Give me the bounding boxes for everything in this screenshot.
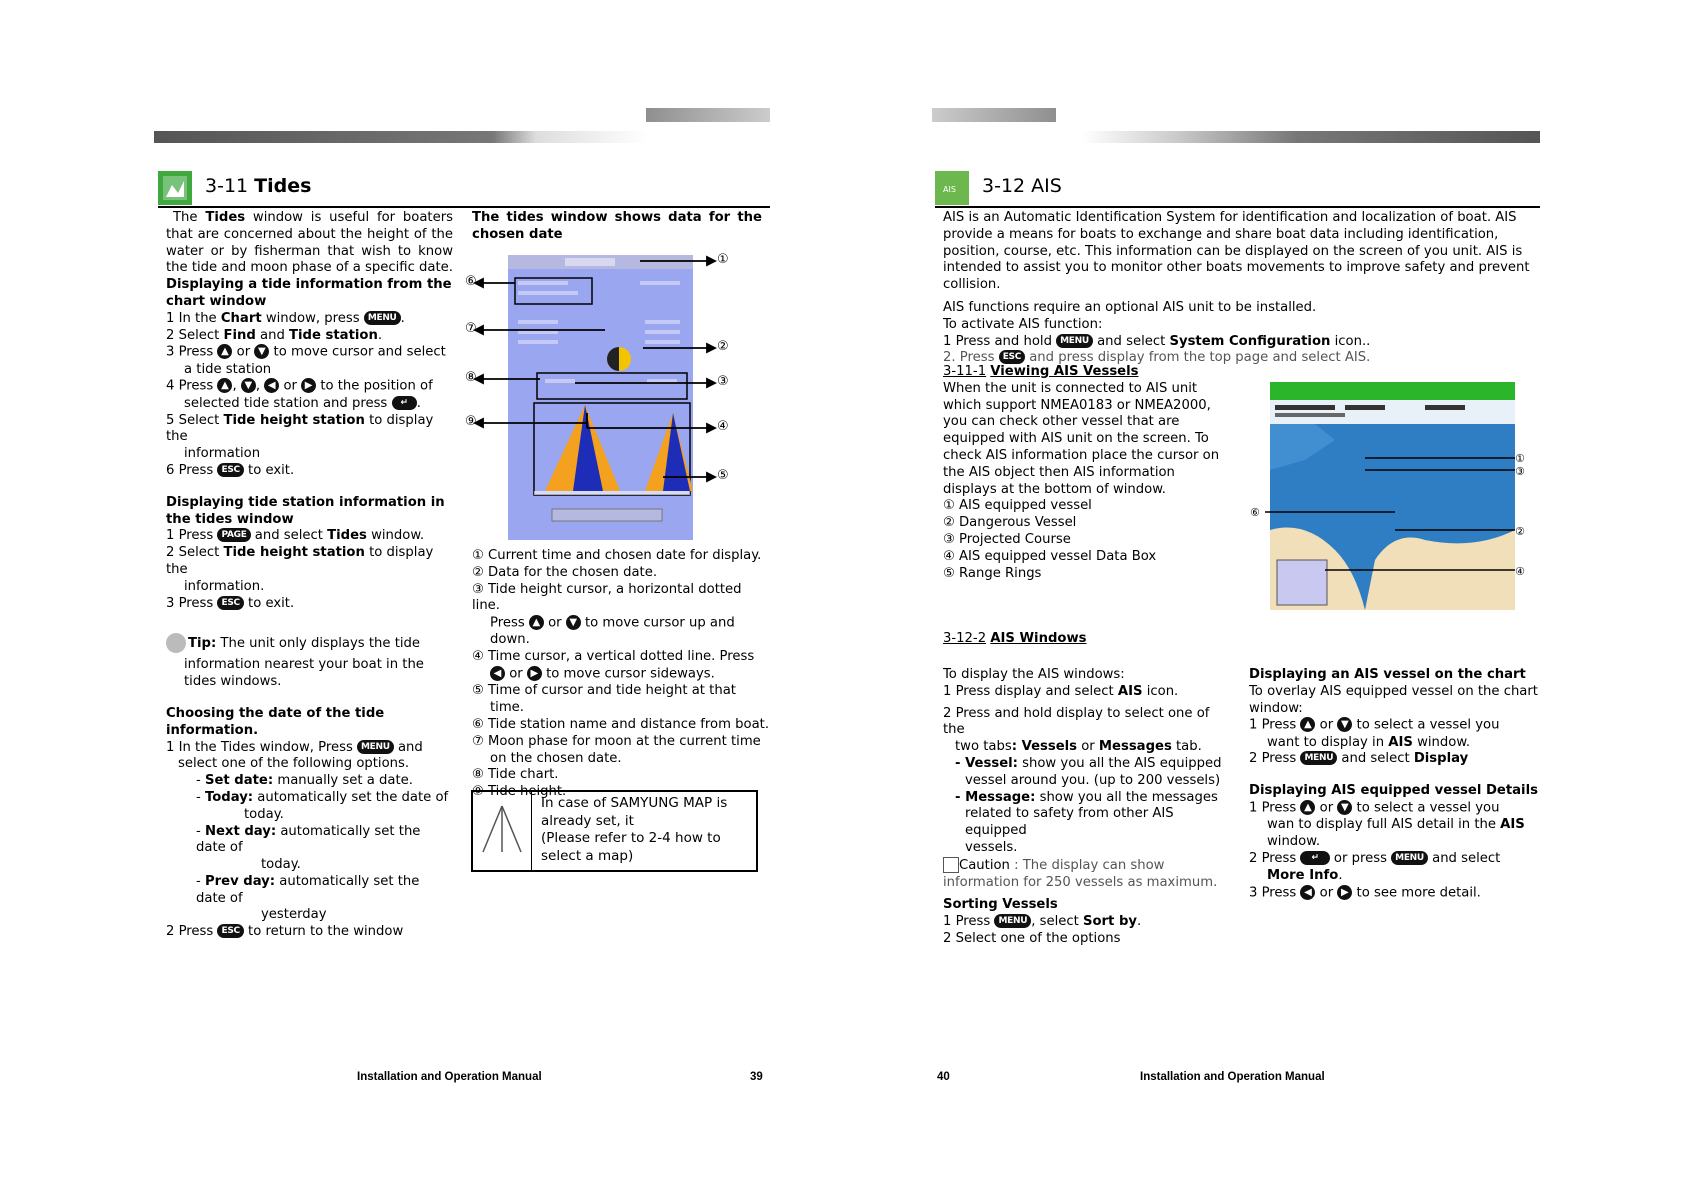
caution-note: Caution : The display can show	[943, 857, 1233, 875]
legend-item: ③ Tide height cursor, a horizontal dotted line.	[472, 581, 742, 614]
note-line: (Please refer to 2-4 how to	[541, 830, 721, 846]
ais-legend-item: ⑤ Range Rings	[943, 565, 1042, 581]
left-arrow-icon: ◀	[490, 666, 505, 681]
left-page-number: 39	[750, 1071, 763, 1083]
ais-section-title: 3-12 AIS	[982, 175, 1062, 197]
callout-7: ⑦	[465, 321, 477, 336]
right-arrow-icon: ▶	[301, 378, 316, 393]
ais-windows-column-1	[943, 667, 1233, 948]
tides-heading-date: Choosing the date of the tide information.	[166, 705, 385, 738]
sorting-step-2: 2 Select one of the options	[943, 930, 1121, 946]
tides-col2-heading: The tides window shows data for the chosen date	[472, 210, 762, 242]
step-6: 6 Press ESC to exit.	[166, 462, 295, 478]
ais-screen-figure	[1245, 380, 1530, 612]
warning-icon	[473, 792, 532, 870]
tides-heading-window: Displaying tide station information in the tides window	[166, 494, 445, 527]
svg-text:③: ③	[1515, 465, 1525, 478]
details-step-1-cont: wan to display full AIS detail in the AIS	[1267, 817, 1525, 833]
ais-legend-item: ③ Projected Course	[943, 531, 1071, 547]
viewing-ais-heading: 3-11-1 Viewing AIS Vessels	[943, 364, 1139, 379]
chart-display-text: To overlay AIS equipped vessel on the chart window:	[1249, 683, 1538, 716]
callout-5: ⑤	[717, 468, 729, 483]
ais-windows-intro: To display the AIS windows:	[943, 667, 1125, 682]
legend-item: ⑤ Time of cursor and tide height at that	[472, 683, 736, 699]
ais-viewing-block	[943, 364, 1228, 582]
message-tab-desc-cont: related to safety from other AIS equipped	[965, 806, 1174, 839]
tides-win-step-1: 1 Press PAGE and select Tides window.	[166, 528, 425, 544]
legend-item: ① Current time and chosen date for display.	[472, 548, 762, 563]
option-prev-day-cont: yesterday	[261, 907, 327, 923]
down-arrow-icon: ▼	[1337, 800, 1352, 815]
tides-win-step-2: 2 Select Tide height station to display the	[166, 545, 434, 577]
down-arrow-icon: ▼	[241, 378, 256, 393]
note-line: In case of SAMYUNG MAP is	[541, 795, 728, 811]
tides-screen-svg	[465, 255, 765, 540]
tides-win-step-3: 3 Press ESC to exit.	[166, 595, 295, 611]
vessel-tab-desc: - Vessel: show you all the AIS equipped	[955, 755, 1222, 771]
up-arrow-icon: ▲	[217, 378, 232, 393]
date-step-1-cont: select one of the following options.	[178, 756, 410, 772]
tip: Tip: The unit only displays the tide	[166, 633, 453, 653]
ais-windows-column-2	[1249, 667, 1539, 902]
date-step-2: 2 Press ESC to return to the window	[166, 924, 404, 940]
down-arrow-icon: ▼	[1337, 717, 1352, 732]
details-step-1: 1 Press ▲ or ▼ to select a vessel you	[1249, 800, 1500, 816]
map-note-box	[471, 790, 758, 872]
esc-key-icon: ESC	[217, 596, 243, 610]
tides-section-icon	[158, 171, 192, 205]
ais-legend-item: ① AIS equipped vessel	[943, 498, 1092, 514]
tip-icon	[166, 633, 186, 653]
note-line: already set, it	[541, 812, 634, 829]
menu-key-icon: MENU	[1300, 751, 1337, 765]
ais-windows-heading	[943, 631, 1243, 648]
details-step-2-cont: More Info.	[1267, 867, 1343, 883]
tides-win-step-2-cont: information.	[184, 578, 265, 594]
legend-item: ② Data for the chosen date.	[472, 564, 658, 580]
details-heading: Displaying AIS equipped vessel Details	[1249, 783, 1538, 799]
svg-text:AIS: AIS	[943, 185, 956, 194]
tip-cont: information nearest your boat in the tides windows.	[184, 657, 424, 690]
ais-windows-title: AIS Windows	[990, 631, 1087, 646]
tides-screen-figure	[465, 252, 765, 540]
viewing-ais-text: When the unit is connected to AIS unit which support NMEA0183 or NMEA2000, you can check other vessel that are equipped with AIS unit on the screen. To check AIS information place the cursor on the AIS object then AIS information displays at the bottom of window.	[943, 380, 1220, 497]
right-footer-title: Installation and Operation Manual	[1140, 1071, 1325, 1083]
legend-item: ⑦ Moon phase for moon at the current time	[472, 733, 761, 749]
enter-key-icon: ↵	[1300, 851, 1329, 865]
down-arrow-icon: ▼	[254, 344, 269, 359]
tides-column-1	[166, 210, 453, 941]
left-arrow-icon: ◀	[1300, 885, 1315, 900]
message-tab-desc: - Message: show you all the messages	[955, 789, 1218, 805]
svg-text:⑥: ⑥	[1250, 506, 1260, 519]
legend-item-cont: Press ▲ or ▼ to move cursor up and	[490, 615, 735, 631]
details-step-2: 2 Press ↵ or press MENU and select	[1249, 850, 1501, 866]
caution-note-cont: information for 250 vessels as maximum.	[943, 874, 1218, 890]
callout-6: ⑥	[465, 274, 477, 289]
ais-legend-item: ④ AIS equipped vessel Data Box	[943, 548, 1157, 564]
ais-activate-step-1: 1 Press and hold MENU and select System Configuration icon..	[943, 333, 1371, 349]
option-next-day-cont: today.	[261, 857, 301, 873]
menu-key-icon: MENU	[1391, 851, 1428, 865]
chart-display-step-1: 1 Press ▲ or ▼ to select a vessel you	[1249, 717, 1500, 733]
right-header-bar	[930, 131, 1540, 143]
tides-column-2	[472, 210, 762, 244]
details-step-1-cont: window.	[1267, 834, 1321, 850]
esc-key-icon: ESC	[999, 350, 1025, 364]
esc-key-icon: ESC	[217, 463, 243, 477]
date-step-1: 1 In the Tides window, Press MENU and	[166, 739, 423, 755]
option-today-cont: today.	[244, 806, 284, 822]
caution-icon	[943, 857, 959, 873]
tides-intro: The Tides window is useful for boaters that are concerned about the height of the water or by fisherman that wish to know the tide and moon phase of a specific date.	[166, 210, 453, 276]
ais-section-icon	[935, 171, 969, 205]
chart-display-heading: Displaying an AIS vessel on the chart	[1249, 667, 1526, 682]
up-arrow-icon: ▲	[1300, 717, 1315, 732]
ais-windows-num: 3-12-2	[943, 631, 987, 646]
page-key-icon: PAGE	[217, 528, 250, 542]
step-3-cont: a tide station	[184, 361, 272, 377]
ais-activate: To activate AIS function:	[943, 316, 1103, 332]
ais-windows-step-1: 1 Press display and select AIS icon.	[943, 683, 1179, 699]
legend-item: ⑥ Tide station name and distance from boat.	[472, 716, 770, 732]
details-step-3: 3 Press ◀ or ▶ to see more detail.	[1249, 885, 1481, 901]
legend-item-cont: ◀ or ▶ to move cursor sideways.	[472, 666, 772, 683]
step-4-cont: selected tide station and press ↵ .	[184, 395, 421, 411]
right-arrow-icon: ▶	[1337, 885, 1352, 900]
step-4: 4 Press ▲ , ▼ , ◀ or ▶ to the position of	[166, 378, 433, 394]
legend-item: ④ Time cursor, a vertical dotted line. Press	[472, 649, 755, 665]
legend-item-cont: down.	[490, 632, 530, 648]
option-next-day: - Next day: automatically set the date of	[196, 823, 421, 856]
note-line: select a map)	[541, 847, 634, 864]
menu-key-icon: MENU	[357, 740, 394, 754]
callout-2: ②	[717, 339, 729, 354]
option-set-date: - Set date: manually set a date.	[196, 773, 413, 789]
callout-8: ⑧	[465, 370, 477, 385]
svg-text:④: ④	[1515, 565, 1525, 578]
enter-key-icon: ↵	[392, 396, 417, 410]
menu-key-icon: MENU	[994, 914, 1031, 928]
legend-item-cont: on the chosen date.	[490, 750, 622, 766]
down-arrow-icon: ▼	[566, 615, 581, 630]
up-arrow-icon: ▲	[217, 344, 232, 359]
step-1: 1 In the Chart window, press MENU .	[166, 310, 405, 326]
sorting-step-1: 1 Press MENU , select Sort by.	[943, 914, 1142, 930]
step-5-cont: information	[184, 446, 261, 462]
ais-intro-block	[943, 210, 1535, 367]
ais-requirement: AIS functions require an optional AIS unit to be installed.	[943, 299, 1317, 315]
sorting-heading: Sorting Vessels	[943, 897, 1058, 913]
option-today: - Today: automatically set the date of	[196, 789, 449, 805]
ais-intro: AIS is an Automatic Identification System for identification and localization of boat. AIS provide a means for boats to exchange and share boat data including identification, position, course, etc. This information can be displayed on the screen of you unit. AIS is intended to assist you to monitor other boats movements to improve safety and prevent collision.	[943, 210, 1530, 293]
menu-key-icon: MENU	[1056, 334, 1093, 348]
up-arrow-icon: ▲	[1300, 800, 1315, 815]
right-page-number: 40	[937, 1071, 950, 1083]
vessel-tab-desc-cont: vessel around you. (up to 200 vessels)	[965, 772, 1221, 788]
right-header-logo	[932, 108, 1056, 122]
esc-key-icon: ESC	[217, 924, 243, 938]
ais-screen-svg	[1245, 380, 1530, 612]
option-prev-day: - Prev day: automatically set the date of	[196, 873, 420, 906]
left-header-logo	[646, 108, 770, 122]
step-3: 3 Press ▲ or ▼ to move cursor and select	[166, 344, 446, 360]
tides-section-title: 3-11 Tides	[205, 175, 312, 197]
ais-title-rule	[935, 206, 1540, 208]
ais-legend-item: ② Dangerous Vessel	[943, 515, 1077, 531]
ais-activate-step-2: 2. Press ESC and press display from the top page and select AIS.	[943, 350, 1371, 366]
svg-text:①: ①	[1515, 452, 1525, 465]
up-arrow-icon: ▲	[529, 615, 544, 630]
callout-1: ①	[717, 252, 729, 267]
step-5: 5 Select Tide height station to display the	[166, 412, 434, 445]
chart-display-step-2: 2 Press MENU and select Display	[1249, 751, 1469, 767]
callout-9: ⑨	[465, 414, 477, 429]
ais-windows-step-2-cont: two tabs: Vessels or Messages tab.	[955, 739, 1202, 755]
left-footer-title: Installation and Operation Manual	[357, 1071, 542, 1083]
legend-item: ⑧ Tide chart.	[472, 767, 559, 783]
message-tab-desc-cont: vessels.	[965, 839, 1018, 855]
chart-display-step-1-cont: want to display in AIS window.	[1267, 734, 1471, 750]
map-note-text	[541, 795, 751, 865]
left-arrow-icon: ◀	[264, 378, 279, 393]
ais-windows-step-2: 2 Press and hold display to select one of the	[943, 705, 1210, 738]
tides-legend	[472, 548, 772, 801]
legend-item-cont: time.	[490, 700, 524, 716]
right-arrow-icon: ▶	[527, 666, 542, 681]
menu-key-icon: MENU	[364, 311, 401, 325]
legend-item: ⑨ Tide height.	[472, 784, 567, 800]
step-2: 2 Select Find and Tide station.	[166, 327, 383, 343]
callout-4: ④	[717, 419, 729, 434]
tides-heading-chart: Displaying a tide information from the chart window	[166, 277, 452, 309]
left-header-bar	[154, 131, 770, 143]
svg-text:②: ②	[1515, 525, 1525, 538]
tides-title-rule	[158, 206, 770, 208]
callout-3: ③	[717, 374, 729, 389]
